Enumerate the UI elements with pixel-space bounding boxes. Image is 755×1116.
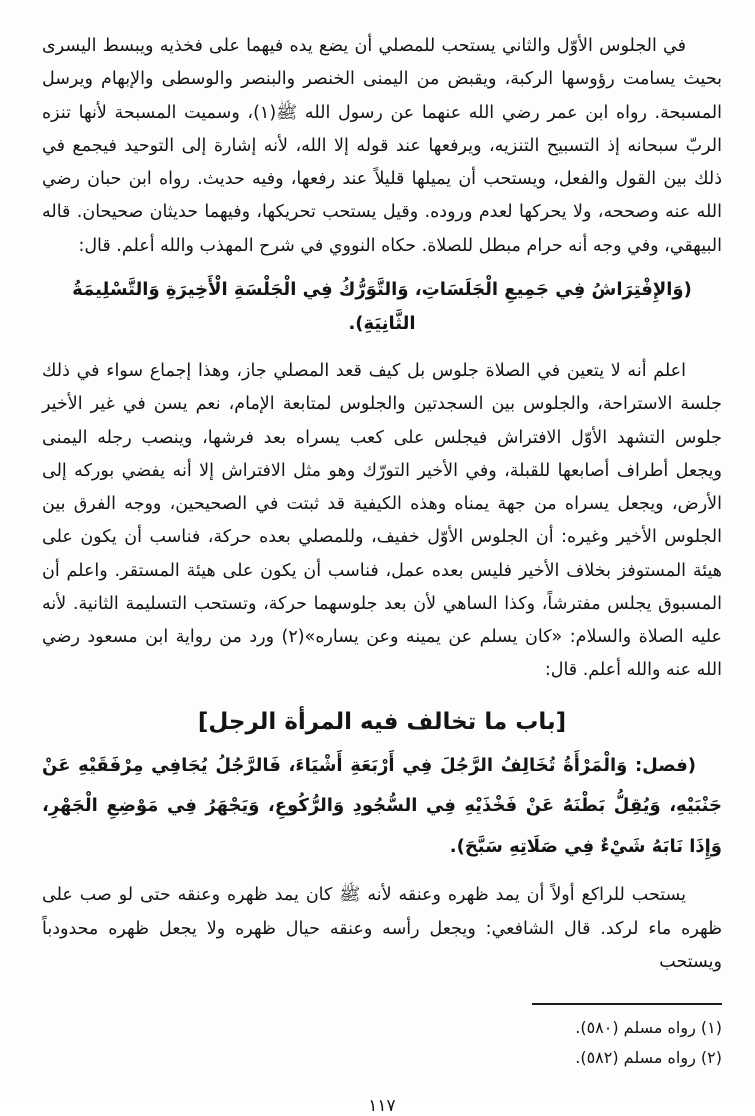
- paragraph-bowing: يستحب للراكع أولاً أن يمد ظهره وعنقه لأنه ﷺ كان يمد ظهره وعنقه حتى لو صب على ظهره ماء لركد. قال الشافعي: ويجعل رأسه وعنقه حيال ظهره ولا يجعل ظهره محدودباً ويستحب: [42, 885, 722, 972]
- paragraph-sitting-first-second: في الجلوس الأوّل والثاني يستحب للمصلي أن يضع يده فيهما على فخذيه ويبسط اليسرى بحيث يسامت رؤوسها الركبة، ويقبض من اليمنى الخنصر والبنصر والوسطى والإبهام ويرسل المسبحة. رواه ابن عمر رضي الله عنهما عن رسول الله ﷺ(١)، وسميت المسبحة لأنها تنزه الربّ سبحانه إذ التسبيح التنزيه، ويرفعها عند قوله إلا الله، لأنه إشارة إلى التوحيد فيجمع في ذلك بين القول والفعل، ويستحب أن يميلها قليلاً عند رفعها، وفيه حديث. رواه ابن حبان رضي الله عنه وصححه، ولا يحركها لعدم وروده. وقيل يستحب تحريكها، وفيهما حديثان صحيحان. قاله البيهقي، وفي وجه أنه حرام مبطل للصلاة. حكاه النووي في شرح المهذب والله أعلم. قال:: [42, 36, 722, 256]
- paragraph-commentary-sitting: اعلم أنه لا يتعين في الصلاة جلوس بل كيف قعد المصلي جاز، وهذا إجماع سواء في ذلك جلسة الاستراحة، والجلوس بين السجدتين والجلوس لمتابعة الإمام، نعم يسن في غير الأخير جلوس التشهد الأوّل الافتراش فيجلس على كعب يسراه بعد فرشها، وينصب رجله اليمنى ويجعل أطراف أصابعها للقبلة، وفي الأخير التورّك وهو مثل الافتراش إلا أنه يفضي بوركه إلى الأرض، ويجعل يسراه من جهة يمناه وهذه الكيفية قد ثبتت في الصحيحين، ووجه الفرق بين الجلوس الأخير وغيره: أن الجلوس الأوّل خفيف، وللمصلي بعده حركة، فناسب أن يكون على هيئة المستوفز بخلاف الأخير فليس بعده عمل، فناسب أن يكون على هيئة المستقر. واعلم أن المسبوق يجلس مفترشاً، وكذا الساهي لأن بعد جلوسهما حركة، وتستحب التسليمة الثانية. لأنه عليه الصلاة والسلام: «كان يسلم عن يمينه وعن يساره»(٢) ورد من رواية ابن مسعود رضي الله عنه والله أعلم. قال:: [42, 361, 722, 681]
- chapter-heading: [باب ما تخالف فيه المرأة الرجل]: [197, 708, 567, 735]
- footnote-divider: [532, 1003, 722, 1005]
- footnote-1: (١) رواه مسلم (٥٨٠).: [575, 1018, 722, 1038]
- page-number: ١١٧: [368, 1096, 396, 1116]
- matn-iftirash-line: (وَالإِفْتِرَاشُ فِي جَمِيعِ الْجَلَسَاتِ، وَالتَّوَرُّكُ فِي الْجَلْسَةِ الْأَخِيرَةِ وَالتَّسْلِيمَةُ الثَّانِيَةِ).: [72, 278, 692, 334]
- footnote-2: (٢) رواه مسلم (٥٨٢).: [575, 1047, 722, 1067]
- matn-fasl-woman-differs: (فصل: وَالْمَرْأَةُ تُخَالِفُ الرَّجُلَ فِي أَرْبَعَةِ أَشْيَاءَ، فَالرَّجُلُ يُجَافِي مِرْفَقَيْهِ عَنْ جَنْبَيْهِ، وَيُقِلُّ بَطْنَهُ عَنْ فَخْذَيْهِ فِي السُّجُودِ وَالرُّكُوعِ، وَيَجْهَرُ فِي مَوْضِعِ الْجَهْرِ، وَإِذَا نَابَهُ شَيْءٌ فِي صَلَاتِهِ سَبَّحَ).: [42, 754, 722, 857]
- footnote-section: [42, 1003, 722, 1072]
